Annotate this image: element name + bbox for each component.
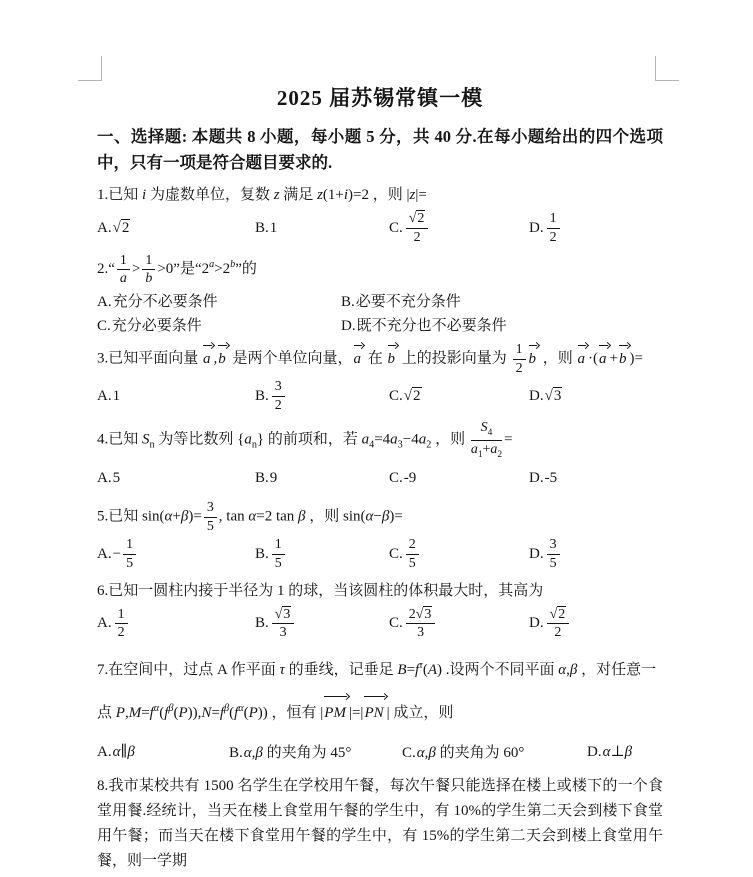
option-content: $\frac{1}{5}$ (270, 546, 287, 562)
exam-body (97, 82, 663, 877)
question-block (97, 420, 663, 493)
option-content: 1 (112, 387, 121, 404)
option-label: A. (97, 744, 112, 761)
question-stem: 3.已知平面向量 a ,b 是两个单位向量，a 在 b 上的投影向量为 $\frac{1}{2}$ b ，则 a ·(a +b )= (97, 341, 643, 376)
option-content: 9 (269, 469, 278, 486)
option-label: D. (529, 219, 544, 236)
question-block (97, 252, 663, 335)
option-label: B. (341, 293, 355, 310)
option (341, 290, 663, 311)
option (255, 470, 389, 487)
option-content: 既不充分也不必要条件 (356, 317, 507, 334)
question-stem: 6.已知一圆柱内接于半径为 1 的球，当该圆柱的体积最大时，其高为 (97, 582, 544, 599)
option-label: C. (389, 469, 403, 486)
question-block (97, 342, 663, 414)
option (529, 211, 663, 245)
option-content: $\frac{3}{5}$ (545, 546, 562, 562)
options-row (97, 607, 663, 641)
option-label: A. (97, 469, 112, 486)
option-label: A. (97, 219, 112, 236)
option (402, 741, 587, 762)
options-row (97, 737, 663, 767)
option-content: α,β 的夹角为 45° (243, 745, 352, 762)
option-label: A. (97, 293, 112, 310)
option-label: D. (587, 744, 602, 761)
question-block (97, 183, 663, 245)
question-block (97, 651, 663, 767)
section-header: 一、选择题: 本题共 8 小题，每小题 5 分，共 40 分.在每小题给出的四个选项中，只有一项是符合题目要求的. (97, 127, 663, 172)
option (389, 388, 529, 405)
option (97, 314, 341, 335)
option (255, 220, 389, 237)
option-content: $\frac{2}{5}$ (404, 546, 421, 562)
option-content: 5 (112, 469, 121, 486)
option-content: √3 (544, 387, 562, 404)
option (97, 220, 255, 237)
questions (97, 183, 663, 874)
question-block (97, 500, 663, 572)
option-label: C. (389, 546, 403, 563)
option-content: $\frac{3}{2}$ (270, 388, 287, 404)
option-label: A. (97, 387, 112, 404)
option (389, 211, 529, 245)
option (389, 470, 529, 487)
option (529, 607, 663, 641)
question-stem: 5.已知 sin(α+β)= $\frac{3}{5}$ , tan α=2 tan β ，则 sin(α−β)= (97, 500, 403, 534)
option-label: B. (255, 387, 269, 404)
options-row (97, 537, 663, 571)
option (587, 742, 663, 761)
option-label: B. (229, 745, 243, 762)
option-label: D. (341, 317, 356, 334)
option-content: $\frac{√2}{2}$ (545, 615, 572, 631)
option-content: -5 (544, 469, 558, 486)
option-label: D. (529, 469, 544, 486)
question-stem: 点 $P,M=f^\alpha(f^\beta(P)),N=f^\beta(f^\alpha(P))$ ，恒有 |PM |=|PN | 成立，则 (97, 694, 663, 728)
question-stem: 4.已知 $S_n$ 为等比数列 $\{a_n\}$ 的前项和，若 $a_4=4a_3-4a_2$ ，则 $\frac{S_4}{a_1+a_2}$ = (97, 420, 513, 460)
option (529, 537, 663, 571)
option-label: B. (255, 546, 269, 563)
option-content: 必要不充分条件 (355, 293, 461, 310)
option (529, 470, 663, 487)
question-block (97, 579, 663, 641)
option-label: A. (97, 546, 112, 563)
option (97, 290, 341, 311)
option (389, 537, 529, 571)
option-content: α⊥β (602, 744, 633, 761)
option-label: B. (255, 615, 269, 632)
option-content: -9 (403, 469, 417, 486)
option (97, 470, 255, 487)
option-content: $\frac{√3}{3}$ (270, 615, 297, 631)
option-content: √2 (112, 219, 130, 236)
option-label: A. (97, 615, 112, 632)
option (255, 379, 389, 413)
option-label: C. (389, 219, 403, 236)
option (341, 314, 663, 335)
option-label: C. (402, 745, 416, 762)
option (389, 607, 529, 641)
question-stem: 8.我市某校共有 1500 名学生在学校用午餐，每次午餐只能选择在楼上或楼下的一个食堂用餐.经统计，当天在楼上食堂用午餐的学生中，有 10%的学生第二天会到楼下食堂用午餐；而当天在楼下食堂用午餐的学生中，有 15%的学生第二天会到楼上食堂用午餐，则一学期 (97, 777, 663, 869)
option-content: α∥β (112, 744, 135, 761)
option-label: B. (255, 219, 269, 236)
option (97, 388, 255, 405)
option-content: √2 (403, 387, 421, 404)
option-label: C. (97, 317, 111, 334)
option (97, 742, 229, 761)
option-label: D. (529, 615, 544, 632)
question-stem: 1.已知 i 为虚数单位，复数 z 满足 z(1+i)=2 ，则 |z|= (97, 187, 427, 203)
option (97, 537, 255, 571)
option-label: D. (529, 546, 544, 563)
option-content: $\frac{1}{2}$ (113, 615, 130, 631)
option-label: D. (529, 387, 544, 404)
question-block (97, 774, 663, 874)
exam-title: 2025 届苏锡常镇一模 (276, 86, 484, 110)
option (255, 537, 389, 571)
crop-mark-top-left (78, 56, 102, 81)
option-content: α,β 的夹角为 60° (416, 745, 525, 762)
options-row (97, 211, 663, 245)
option-content: 充分不必要条件 (112, 293, 218, 310)
option (229, 741, 402, 762)
option (529, 388, 663, 405)
options-row (97, 463, 663, 493)
option-content: $\frac{1}{2}$ (545, 220, 562, 236)
option-content: 1 (269, 219, 278, 236)
question-stem: 7.在空间中，过点 A 作平面 τ 的垂线，记垂足 $B=f^\tau(A)$ .设两个不同平面 α,β ，对任意一 (97, 659, 657, 678)
option-label: C. (389, 387, 403, 404)
option-content: 充分必要条件 (111, 317, 202, 334)
options-row (97, 290, 663, 335)
options-row (97, 379, 663, 413)
crop-mark-top-right (655, 56, 679, 81)
option-content: $\frac{2√3}{3}$ (404, 615, 438, 631)
option-label: C. (389, 615, 403, 632)
option-content: $\frac{√2}{2}$ (404, 220, 431, 236)
option (97, 607, 255, 641)
question-stem: 2.“ $\frac{1}{a}$ > $\frac{1}{b}$ >0”是“$2^a>2^b$”的 (97, 252, 257, 287)
option-content: − $\frac{1}{5}$ (113, 546, 138, 562)
option (255, 607, 389, 641)
option-label: B. (255, 469, 269, 486)
